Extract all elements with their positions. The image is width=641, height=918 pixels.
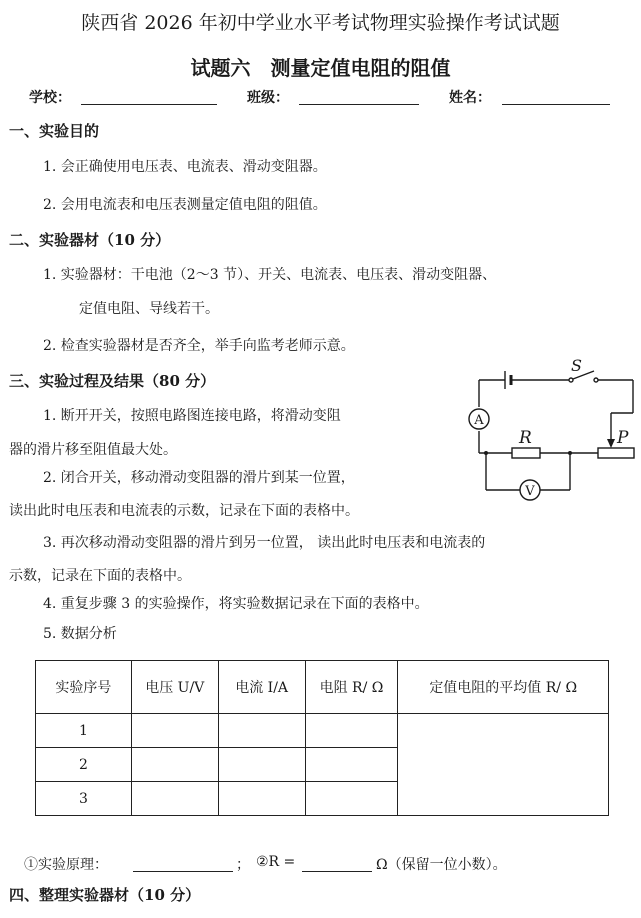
col-header-trial: 实验序号	[36, 661, 132, 714]
voltage-cell[interactable]	[131, 782, 218, 816]
voltage-cell[interactable]	[131, 714, 218, 748]
slider-label: P	[617, 428, 629, 448]
current-cell[interactable]	[218, 714, 305, 748]
slider-arrow-head	[607, 439, 615, 448]
resistance-cell[interactable]	[305, 748, 398, 782]
ammeter-label: A	[474, 413, 484, 428]
objective-item: 2. 会用电流表和电压表测量定值电阻的阻值。	[43, 197, 327, 213]
resistor-symbol	[512, 448, 540, 458]
procedure-step-line: 4. 重复步骤 3 的实验操作，将实验数据记录在下面的表格中。	[43, 596, 429, 612]
principle-field[interactable]	[133, 871, 233, 872]
circuit-diagram	[460, 355, 640, 520]
current-cell[interactable]	[218, 782, 305, 816]
data-table	[35, 660, 609, 816]
equipment-item-line: 1. 实验器材：干电池（2～3 节）、开关、电流表、电压表、滑动变阻器、	[43, 267, 497, 283]
col-header-voltage: 电压 U/V	[131, 661, 218, 714]
col-header-average: 定值电阻的平均值 R/ Ω	[398, 661, 609, 714]
switch-label: S	[571, 356, 582, 375]
table-header-row	[36, 661, 609, 714]
switch-contact	[569, 378, 573, 382]
name-field[interactable]	[502, 104, 610, 105]
name-label: 姓名：	[449, 90, 491, 106]
procedure-step-line: 2. 闭合开关，移动滑动变阻器的滑片到某一位置，	[43, 470, 355, 486]
voltmeter-label: V	[525, 484, 535, 499]
objective-item: 1. 会正确使用电压表、电流表、滑动变阻器。	[43, 159, 327, 175]
resistor-label: R	[519, 428, 532, 448]
voltage-cell[interactable]	[131, 748, 218, 782]
procedure-step-line: 1. 断开开关，按照电路图连接电路，将滑动变阻	[43, 408, 341, 424]
switch-contact	[594, 378, 598, 382]
junction-dot	[568, 451, 572, 455]
formula-separator: ；	[236, 857, 250, 873]
result-prefix: ②R =	[256, 854, 296, 870]
result-field[interactable]	[302, 871, 372, 872]
school-label: 学校：	[29, 90, 71, 106]
procedure-step-line: 读出此时电压表和电流表的示数，记录在下面的表格中。	[9, 503, 359, 519]
result-suffix: Ω（保留一位小数）。	[376, 857, 507, 873]
trial-number: 2	[36, 748, 132, 782]
current-cell[interactable]	[218, 748, 305, 782]
procedure-step-line: 器的滑片移至阻值最大处。	[9, 442, 177, 458]
section-three-heading: 三、实验过程及结果（80 分）	[9, 372, 216, 390]
junction-dot	[484, 451, 488, 455]
equipment-item-line: 定值电阻、导线若干。	[79, 301, 219, 317]
rheostat-symbol	[598, 448, 634, 458]
col-header-resistance: 电阻 R/ Ω	[305, 661, 398, 714]
class-field[interactable]	[299, 104, 419, 105]
class-label: 班级：	[247, 90, 289, 106]
procedure-step-line: 示数，记录在下面的表格中。	[9, 568, 191, 584]
resistance-cell[interactable]	[305, 714, 398, 748]
procedure-step-line: 3. 再次移动滑动变阻器的滑片到另一位置， 读出此时电压表和电流表的	[43, 535, 486, 551]
section-four-heading: 四、整理实验器材（10 分）	[9, 886, 201, 904]
trial-number: 1	[36, 714, 132, 748]
principle-label: ①实验原理：	[24, 857, 108, 873]
equipment-check-item: 2. 检查实验器材是否齐全，举手向监考老师示意。	[43, 338, 355, 354]
section-one-heading: 一、实验目的	[9, 122, 100, 140]
section-two-heading: 二、实验器材（10 分）	[9, 231, 171, 249]
school-field[interactable]	[81, 104, 217, 105]
procedure-step-line: 5. 数据分析	[43, 626, 117, 642]
average-cell[interactable]	[398, 714, 609, 816]
question-title: 试题六 测量定值电阻的阻值	[190, 56, 451, 80]
table-row	[36, 714, 609, 748]
col-header-current: 电流 I/A	[218, 661, 305, 714]
trial-number: 3	[36, 782, 132, 816]
resistance-cell[interactable]	[305, 782, 398, 816]
exam-title: 陕西省 2026 年初中学业水平考试物理实验操作考试试题	[81, 12, 560, 34]
